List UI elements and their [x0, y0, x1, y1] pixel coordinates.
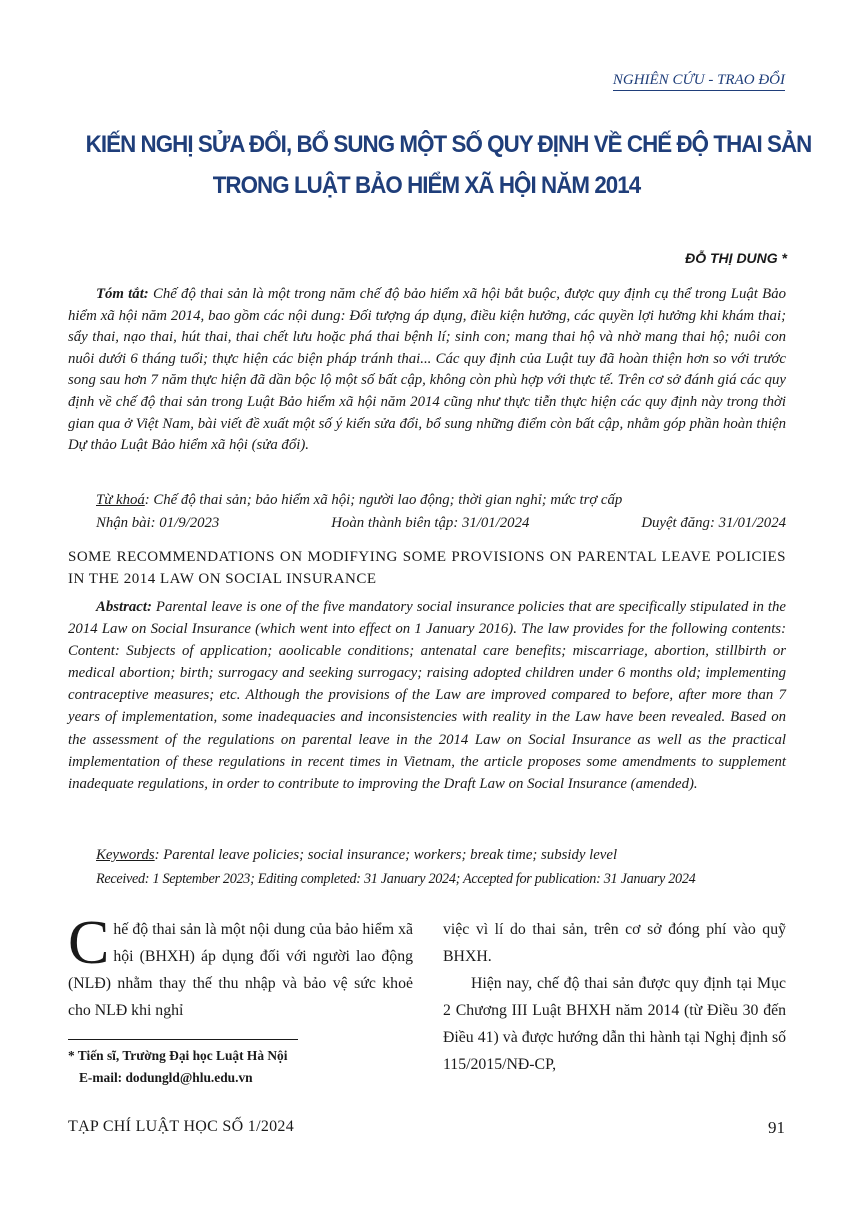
- keywords-en-label: Keywords: [96, 847, 155, 863]
- received-english: Received: 1 September 2023; Editing completed: 31 January 2024; Accepted for publication: 31 January 2024: [96, 871, 696, 887]
- body-left-text: hế độ thai sản là một nội dung của bảo hiểm xã hội (BHXH) áp dụng đối với người lao động (NLĐ) nhằm thay thế thu nhập và bảo vệ sức khoẻ cho NLĐ khi nghỉ: [68, 921, 413, 1019]
- date-accepted: Duyệt đăng: 31/01/2024: [641, 515, 786, 531]
- article-title: [85, 124, 812, 206]
- drop-cap: C: [68, 909, 110, 977]
- abstract-en-text: Parental leave is one of the five mandatory social insurance policies that are specifically stipulated in the 2014 Law on Social Insurance (which went into effect on 1 January 2016). The law provides for the following contents: Content: Subjects of application; aoolicable conditions; antenatal care benefits; miscarriage, abortion, stillbirth or medical abortion; birth; surrogacy and seeking surrogacy; raising adopted children under 6 months old; implementing contraceptive measures; etc. Although the provisions of the Law are improved compared to before, after more than 7 years of implementation, some inadequacies and inconsistencies with reality in the Law have been revealed. Based on the assessment of the regulations on parental leave in the 2014 Law on Social Insurance as well as the practical implementation of these regulations in recent times in Vietnam, the article proposes some amendments to supplement inadequate regulations, in order to contribute to improving the Draft Law on Social Insurance (amended).: [68, 599, 786, 792]
- journal-footer: TẠP CHÍ LUẬT HỌC SỐ 1/2024: [68, 1118, 295, 1135]
- keywords-english: [96, 845, 617, 865]
- author-name: ĐỖ THỊ DUNG *: [685, 250, 787, 266]
- article-dates: [96, 515, 786, 532]
- body-column-right: [443, 916, 786, 1078]
- footnote-affiliation: * Tiến sĩ, Trường Đại học Luật Hà Nội: [68, 1048, 288, 1063]
- keywords-vn-label: Từ khoá: [96, 492, 145, 508]
- keywords-en-text: : Parental leave policies; social insurance; workers; break time; subsidy level: [154, 847, 618, 863]
- article-title-line-1: KIẾN NGHỊ SỬA ĐỔI, BỔ SUNG MỘT SỐ QUY ĐỊNH VỀ CHẾ ĐỘ THAI SẢN: [85, 131, 812, 158]
- abstract-vn-label: Tóm tắt:: [96, 286, 149, 302]
- abstract-en-label: Abstract:: [96, 599, 152, 615]
- abstract-vn-text: Chế độ thai sản là một trong năm chế độ bảo hiểm xã hội bắt buộc, được quy định cụ thể trong Luật Bảo hiểm xã hội năm 2014, bao gồm các nội dung: Đối tượng áp dụng, điều kiện hưởng, các quyền lợi hưởng khi khám thai; sẩy thai, nạo thai, hút thai, thai chết lưu hoặc phá thai bệnh lí; sinh con; mang thai hộ và nhờ mang thai hộ; nuôi con nuôi dưới 6 tháng tuổi; thực hiện các biện pháp tránh thai... Các quy định của Luật tuy đã hoàn thiện hơn so với trước song sau hơn 7 năm thực hiện đã dần bộc lộ một số bất cập, không còn phù hợp với thực tế. Trên cơ sở đánh giá các quy định về chế độ thai sản trong Luật Bảo hiểm xã hội năm 2014 cũng như thực tiễn thực hiện các quy định này trong thời gian qua ở Việt Nam, bài viết đề xuất một số ý kiến sửa đổi, bổ sung những điểm còn bất cập, nhằm góp phần hoàn thiện Dự thảo Luật Bảo hiểm xã hội (sửa đổi).: [68, 286, 786, 454]
- keywords-vietnamese: [96, 490, 622, 510]
- article-title-line-2: TRONG LUẬT BẢO HIỂM XÃ HỘI NĂM 2014: [212, 172, 641, 199]
- abstract-english: [68, 596, 786, 795]
- body-right-paragraph-2: Hiện nay, chế độ thai sản được quy định tại Mục 2 Chương III Luật BHXH năm 2014 (từ Điều 30 đến Điều 41) và được hướng dẫn thi hành tại Nghị định số 115/2015/NĐ-CP,: [443, 975, 786, 1073]
- keywords-vn-text: : Chế độ thai sản; bảo hiểm xã hội; người lao động; thời gian nghỉ; mức trợ cấp: [144, 492, 623, 508]
- footnote-divider: [68, 1039, 298, 1040]
- date-completed: Hoàn thành biên tập: 31/01/2024: [331, 515, 530, 531]
- english-title: SOME RECOMMENDATIONS ON MODIFYING SOME PROVISIONS ON PARENTAL LEAVE POLICIES IN THE 2014 LAW ON SOCIAL INSURANCE: [68, 549, 786, 587]
- section-label: NGHIÊN CỨU - TRAO ĐỔI: [613, 71, 785, 91]
- abstract-vietnamese: [68, 284, 786, 457]
- page-number: 91: [768, 1118, 785, 1137]
- footnote-email: E-mail: dodungld@hlu.edu.vn: [79, 1070, 253, 1085]
- date-received: Nhận bài: 01/9/2023: [96, 515, 220, 531]
- author-footnote: [68, 1045, 287, 1089]
- body-right-paragraph-1: việc vì lí do thai sản, trên cơ sở đóng phí vào quỹ BHXH.: [443, 921, 786, 965]
- body-column-left: [68, 909, 413, 1024]
